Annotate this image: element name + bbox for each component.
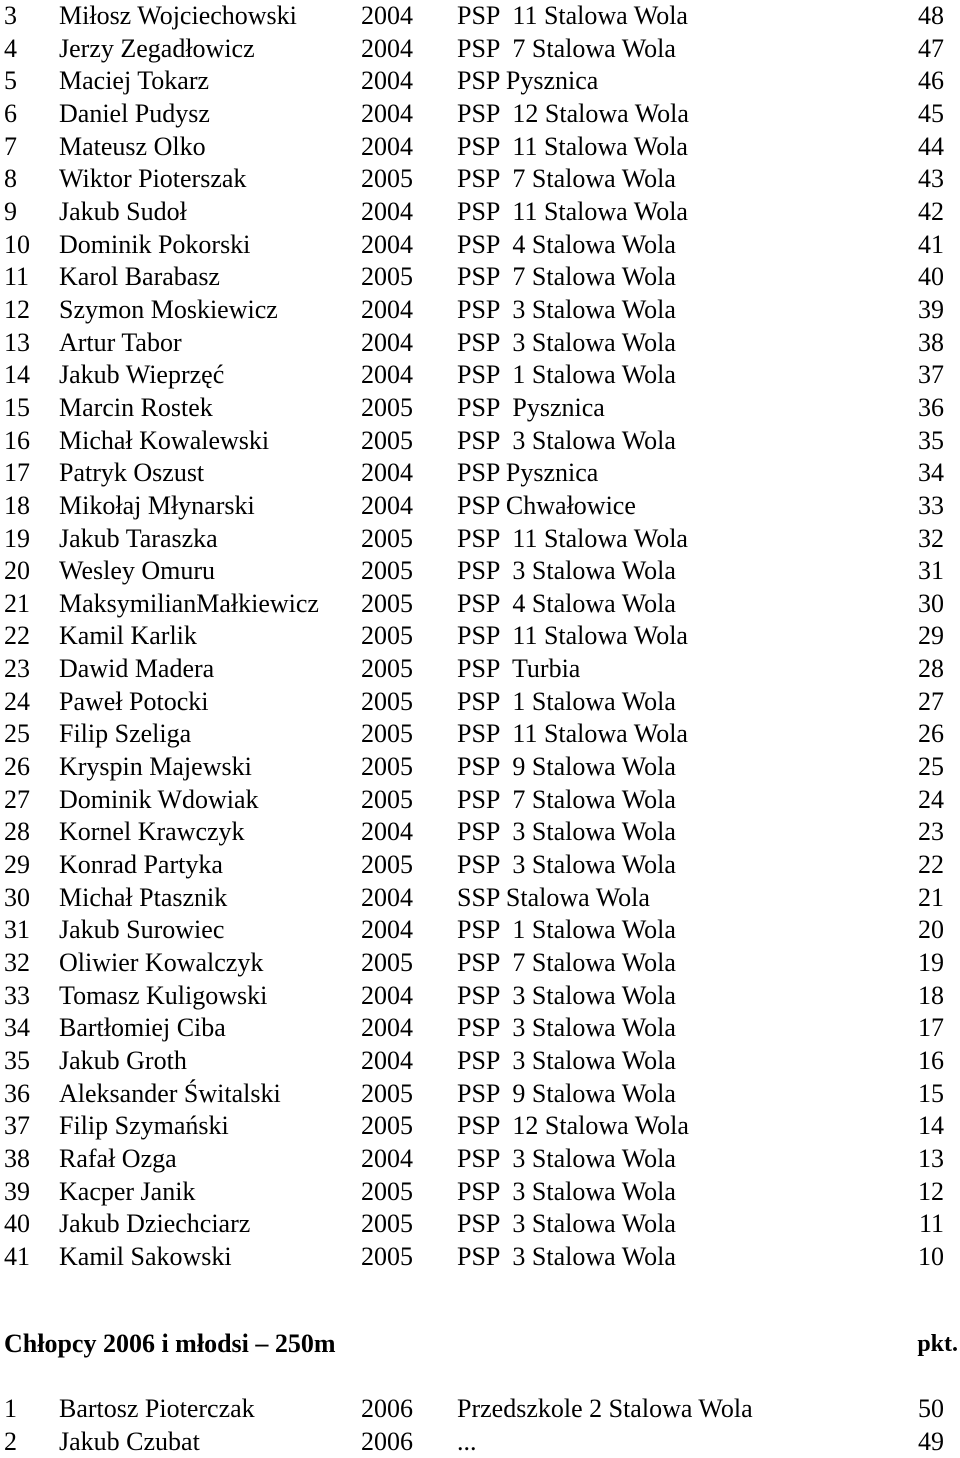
name-cell: Jakub Dziechciarz	[59, 1209, 251, 1239]
rank-cell: 3	[4, 1, 17, 30]
name-cell: MaksymilianMałkiewicz	[59, 588, 319, 618]
rank-cell: 33	[4, 980, 30, 1010]
year-cell: 2004	[361, 915, 413, 945]
name-cell: Patryk Oszust	[59, 458, 205, 488]
points-cell: 10	[918, 1241, 944, 1271]
year-cell: 2005	[361, 1209, 413, 1239]
school-cell: PSP 3 Stalowa Wola	[457, 425, 676, 455]
name-cell: Miłosz Wojciechowski	[59, 1, 297, 30]
name-cell: Jakub Surowiec	[59, 915, 225, 945]
school-cell: PSP 3 Stalowa Wola	[457, 1176, 676, 1206]
rank-cell: 30	[4, 882, 30, 912]
rank-cell: 1	[4, 1394, 17, 1423]
school-cell: PSP 3 Stalowa Wola	[457, 1046, 676, 1075]
school-cell: PSP 3 Stalowa Wola	[457, 850, 676, 880]
rank-cell: 17	[4, 458, 30, 488]
year-cell: 2004	[361, 98, 413, 128]
table-row	[0, 686, 960, 719]
points-cell: 48	[918, 1, 944, 30]
table-row	[0, 980, 960, 1013]
table-row	[0, 490, 960, 523]
rank-cell: 13	[4, 327, 30, 357]
name-cell: Kamil Karlik	[59, 621, 197, 651]
points-cell: 40	[918, 262, 944, 292]
name-cell: Marcin Rostek	[59, 392, 213, 422]
school-cell: PSP 12 Stalowa Wola	[457, 98, 689, 128]
year-cell: 2004	[361, 1013, 413, 1043]
rank-cell: 40	[4, 1209, 30, 1239]
points-cell: 15	[918, 1078, 944, 1108]
name-cell: Kornel Krawczyk	[59, 817, 245, 847]
rank-cell: 12	[4, 294, 30, 324]
name-cell: Konrad Partyka	[59, 850, 223, 880]
points-cell: 32	[918, 523, 944, 553]
name-cell: Mateusz Olko	[59, 131, 206, 161]
year-cell: 2004	[361, 817, 413, 847]
name-cell: Jakub Groth	[59, 1046, 187, 1075]
year-cell: 2004	[361, 66, 413, 96]
year-cell: 2004	[361, 327, 413, 357]
rank-cell: 23	[4, 654, 30, 684]
name-cell: Jakub Sudoł	[59, 196, 187, 226]
year-cell: 2005	[361, 686, 413, 716]
points-cell: 27	[918, 686, 944, 716]
school-cell: SSP Stalowa Wola	[457, 882, 650, 912]
table-row	[0, 1241, 960, 1274]
school-cell: PSP 1 Stalowa Wola	[457, 686, 676, 716]
school-cell: PSP 11 Stalowa Wola	[457, 719, 688, 749]
school-cell: PSP Pysznica	[457, 392, 605, 422]
name-cell: Wesley Omuru	[59, 556, 216, 586]
table-row	[0, 882, 960, 915]
table-row	[0, 784, 960, 817]
rank-cell: 20	[4, 556, 30, 586]
year-cell: 2004	[361, 294, 413, 324]
school-cell: PSP 3 Stalowa Wola	[457, 294, 676, 324]
name-cell: Szymon Moskiewicz	[59, 294, 278, 324]
year-cell: 2004	[361, 458, 413, 488]
table-row	[0, 718, 960, 751]
name-cell: Mikołaj Młynarski	[59, 490, 255, 520]
year-cell: 2005	[361, 752, 413, 782]
table-row	[0, 914, 960, 947]
year-cell: 2005	[361, 425, 413, 455]
name-cell: Bartosz Pioterczak	[59, 1394, 255, 1423]
points-cell: 11	[918, 1209, 944, 1239]
points-cell: 14	[918, 1111, 944, 1141]
table-row	[0, 1393, 960, 1426]
year-cell: 2005	[361, 556, 413, 586]
year-cell: 2005	[361, 523, 413, 553]
year-cell: 2004	[361, 229, 413, 259]
school-cell: PSP 12 Stalowa Wola	[457, 1111, 689, 1141]
name-cell: Dominik Wdowiak	[59, 784, 259, 814]
school-cell: PSP 7 Stalowa Wola	[457, 164, 676, 194]
points-cell: 13	[918, 1143, 944, 1173]
name-cell: Aleksander Świtalski	[59, 1078, 281, 1108]
points-cell: 28	[918, 654, 944, 684]
school-cell: PSP 3 Stalowa Wola	[457, 556, 676, 586]
name-cell: Filip Szymański	[59, 1111, 229, 1141]
table-row	[0, 131, 960, 164]
school-cell: PSP 9 Stalowa Wola	[457, 752, 676, 782]
rank-cell: 29	[4, 850, 30, 880]
table-row	[0, 457, 960, 490]
year-cell: 2004	[361, 882, 413, 912]
points-cell: 38	[918, 327, 944, 357]
rank-cell: 10	[4, 229, 30, 259]
section-heading: Chłopcy 2006 i młodsi – 250m	[4, 1329, 336, 1358]
rank-cell: 16	[4, 425, 30, 455]
name-cell: Artur Tabor	[59, 327, 182, 357]
name-cell: Kryspin Majewski	[59, 752, 252, 782]
rank-cell: 19	[4, 523, 30, 553]
year-cell: 2005	[361, 1111, 413, 1141]
points-cell: 47	[918, 33, 944, 63]
table-row	[0, 33, 960, 66]
year-cell: 2004	[361, 1046, 413, 1075]
table-row	[0, 196, 960, 229]
points-cell: 50	[918, 1394, 944, 1423]
school-cell: PSP 3 Stalowa Wola	[457, 817, 676, 847]
year-cell: 2004	[361, 360, 413, 390]
name-cell: Maciej Tokarz	[59, 66, 210, 96]
rank-cell: 32	[4, 948, 30, 978]
table-row	[0, 555, 960, 588]
year-cell: 2004	[361, 196, 413, 226]
points-cell: 37	[918, 360, 944, 390]
school-cell: PSP 11 Stalowa Wola	[457, 621, 688, 651]
school-cell: PSP 7 Stalowa Wola	[457, 33, 676, 63]
rank-cell: 5	[4, 66, 17, 96]
name-cell: Karol Barabasz	[59, 262, 220, 292]
school-cell: PSP 4 Stalowa Wola	[457, 588, 676, 618]
name-cell: Kacper Janik	[59, 1176, 196, 1206]
table-row	[0, 1012, 960, 1045]
points-cell: 44	[918, 131, 944, 161]
year-cell: 2005	[361, 588, 413, 618]
rank-cell: 26	[4, 752, 30, 782]
year-cell: 2004	[361, 980, 413, 1010]
rank-cell: 35	[4, 1046, 30, 1075]
rank-cell: 38	[4, 1143, 30, 1173]
table-row	[0, 653, 960, 686]
table-row	[0, 65, 960, 98]
name-cell: Tomasz Kuligowski	[59, 980, 268, 1010]
table-row	[0, 261, 960, 294]
school-cell: PSP 11 Stalowa Wola	[457, 523, 688, 553]
points-cell: 12	[918, 1176, 944, 1206]
school-cell: PSP Pysznica	[457, 66, 599, 96]
rank-cell: 2	[4, 1426, 17, 1456]
name-cell: Kamil Sakowski	[59, 1241, 232, 1271]
rank-cell: 14	[4, 360, 30, 390]
table-row	[0, 816, 960, 849]
table-row	[0, 98, 960, 131]
name-cell: Jakub Taraszka	[59, 523, 218, 553]
school-cell: ...	[457, 1426, 477, 1456]
school-cell: PSP 3 Stalowa Wola	[457, 980, 676, 1010]
rank-cell: 9	[4, 196, 17, 226]
points-cell: 22	[918, 850, 944, 880]
year-cell: 2005	[361, 784, 413, 814]
points-cell: 23	[918, 817, 944, 847]
rank-cell: 8	[4, 164, 17, 194]
points-cell: 26	[918, 719, 944, 749]
name-cell: Paweł Potocki	[59, 686, 209, 716]
rank-cell: 28	[4, 817, 30, 847]
school-cell: PSP 7 Stalowa Wola	[457, 262, 676, 292]
rank-cell: 34	[4, 1013, 30, 1043]
points-cell: 34	[918, 458, 944, 488]
name-cell: Dominik Pokorski	[59, 229, 251, 259]
points-cell: 35	[918, 425, 944, 455]
year-cell: 2005	[361, 164, 413, 194]
name-cell: Jerzy Zegadłowicz	[59, 33, 255, 63]
year-cell: 2004	[361, 1, 413, 30]
school-cell: PSP 7 Stalowa Wola	[457, 948, 676, 978]
table-row	[0, 392, 960, 425]
points-cell: 39	[918, 294, 944, 324]
points-cell: 29	[918, 621, 944, 651]
school-cell: PSP 3 Stalowa Wola	[457, 1241, 676, 1271]
rank-cell: 25	[4, 719, 30, 749]
school-cell: PSP 1 Stalowa Wola	[457, 360, 676, 390]
school-cell: PSP 3 Stalowa Wola	[457, 1143, 676, 1173]
year-cell: 2006	[361, 1426, 413, 1456]
points-cell: 43	[918, 164, 944, 194]
name-cell: Jakub Wieprzęć	[59, 360, 225, 390]
points-cell: 30	[918, 588, 944, 618]
points-cell: 33	[918, 490, 944, 520]
rank-cell: 4	[4, 33, 17, 63]
points-cell: 17	[918, 1013, 944, 1043]
rank-cell: 6	[4, 98, 17, 128]
name-cell: Rafał Ozga	[59, 1143, 177, 1173]
table-row	[0, 0, 960, 33]
table-row	[0, 1078, 960, 1111]
rank-cell: 15	[4, 392, 30, 422]
table-row	[0, 163, 960, 196]
school-cell: PSP 11 Stalowa Wola	[457, 1, 688, 30]
points-cell: 31	[918, 556, 944, 586]
points-cell: 36	[918, 392, 944, 422]
name-cell: Dawid Madera	[59, 654, 215, 684]
school-cell: PSP 7 Stalowa Wola	[457, 784, 676, 814]
table-row	[0, 327, 960, 360]
year-cell: 2005	[361, 1241, 413, 1271]
school-cell: Przedszkole 2 Stalowa Wola	[457, 1394, 753, 1423]
points-cell: 42	[918, 196, 944, 226]
rank-cell: 27	[4, 784, 30, 814]
year-cell: 2004	[361, 490, 413, 520]
year-cell: 2006	[361, 1394, 413, 1423]
year-cell: 2005	[361, 719, 413, 749]
table-row	[0, 620, 960, 653]
year-cell: 2005	[361, 1176, 413, 1206]
points-cell: 20	[918, 915, 944, 945]
year-cell: 2004	[361, 33, 413, 63]
school-cell: PSP 3 Stalowa Wola	[457, 1209, 676, 1239]
year-cell: 2005	[361, 262, 413, 292]
points-cell: 16	[918, 1046, 944, 1075]
name-cell: Filip Szeliga	[59, 719, 192, 749]
points-column-label: pkt.	[917, 1331, 958, 1357]
table-row	[0, 1426, 960, 1458]
school-cell: PSP 3 Stalowa Wola	[457, 327, 676, 357]
school-cell: PSP 3 Stalowa Wola	[457, 1013, 676, 1043]
points-cell: 21	[918, 882, 944, 912]
table-row	[0, 947, 960, 980]
name-cell: Bartłomiej Ciba	[59, 1013, 226, 1043]
school-cell: PSP 11 Stalowa Wola	[457, 131, 688, 161]
name-cell: Wiktor Pioterszak	[59, 164, 247, 194]
points-cell: 18	[918, 980, 944, 1010]
table-row	[0, 849, 960, 882]
year-cell: 2005	[361, 654, 413, 684]
year-cell: 2005	[361, 621, 413, 651]
year-cell: 2004	[361, 131, 413, 161]
rank-cell: 18	[4, 490, 30, 520]
points-cell: 41	[918, 229, 944, 259]
table-row	[0, 229, 960, 262]
table-row	[0, 294, 960, 327]
year-cell: 2005	[361, 392, 413, 422]
table-row	[0, 523, 960, 556]
school-cell: PSP 9 Stalowa Wola	[457, 1078, 676, 1108]
rank-cell: 37	[4, 1111, 30, 1141]
rank-cell: 7	[4, 131, 17, 161]
name-cell: Michał Kowalewski	[59, 425, 270, 455]
name-cell: Jakub Czubat	[59, 1426, 200, 1456]
table-row	[0, 1176, 960, 1209]
points-cell: 45	[918, 98, 944, 128]
school-cell: PSP Chwałowice	[457, 490, 636, 520]
rank-cell: 39	[4, 1176, 30, 1206]
school-cell: PSP 4 Stalowa Wola	[457, 229, 676, 259]
name-cell: Michał Ptasznik	[59, 882, 228, 912]
table-row	[0, 359, 960, 392]
table-row	[0, 751, 960, 784]
rank-cell: 11	[4, 262, 30, 292]
points-cell: 19	[918, 948, 944, 978]
rank-cell: 21	[4, 588, 30, 618]
school-cell: PSP 11 Stalowa Wola	[457, 196, 688, 226]
points-cell: 25	[918, 752, 944, 782]
rank-cell: 31	[4, 915, 30, 945]
table-row	[0, 1143, 960, 1176]
name-cell: Oliwier Kowalczyk	[59, 948, 264, 978]
name-cell: Daniel Pudysz	[59, 98, 210, 128]
table-row	[0, 1208, 960, 1241]
school-cell: PSP 1 Stalowa Wola	[457, 915, 676, 945]
table-row	[0, 1045, 960, 1078]
school-cell: PSP Pysznica	[457, 458, 599, 488]
year-cell: 2005	[361, 948, 413, 978]
year-cell: 2005	[361, 1078, 413, 1108]
school-cell: PSP Turbia	[457, 654, 581, 684]
rank-cell: 41	[4, 1241, 30, 1271]
table-row	[0, 588, 960, 621]
rank-cell: 36	[4, 1078, 30, 1108]
rank-cell: 24	[4, 686, 30, 716]
year-cell: 2005	[361, 850, 413, 880]
points-cell: 24	[918, 784, 944, 814]
year-cell: 2004	[361, 1143, 413, 1173]
rank-cell: 22	[4, 621, 30, 651]
points-cell: 46	[918, 66, 944, 96]
points-cell: 49	[918, 1426, 944, 1456]
table-row	[0, 1110, 960, 1143]
results-table-bottom	[0, 1393, 960, 1458]
table-row	[0, 425, 960, 458]
